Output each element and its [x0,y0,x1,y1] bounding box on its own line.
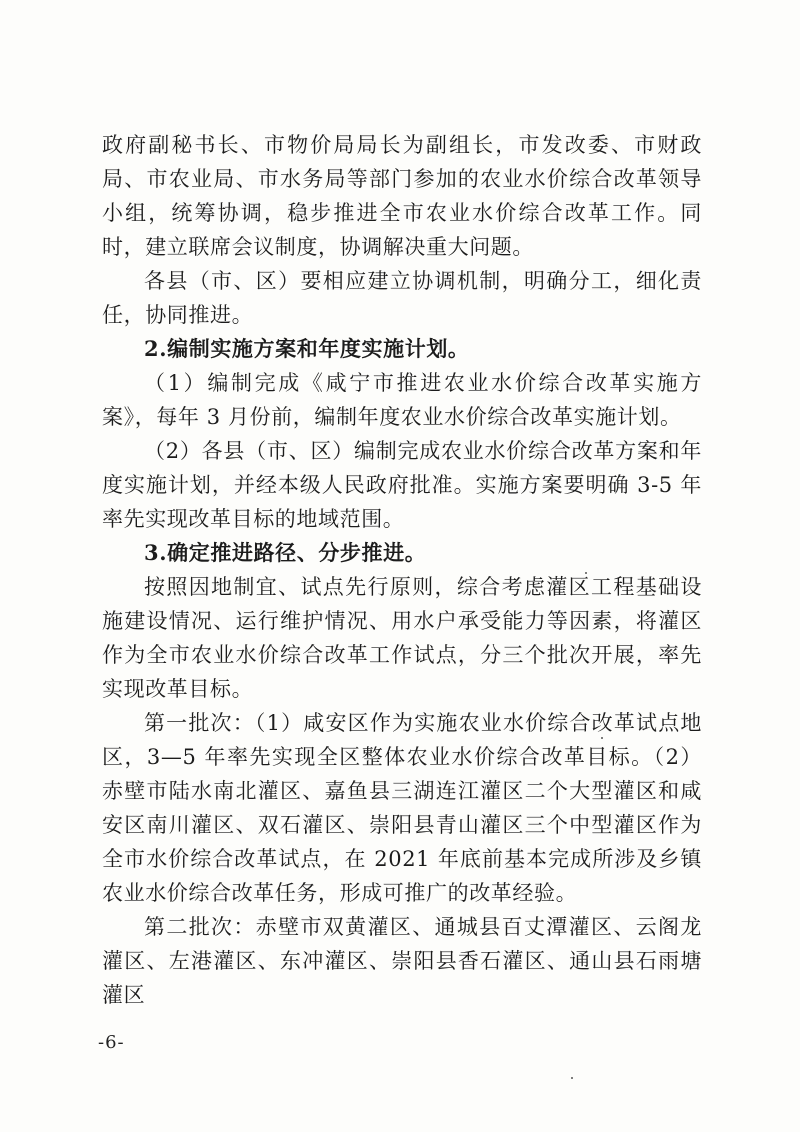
paragraph-leadership-group: 政府副秘书长、市物价局局长为副组长，市发改委、市财政局、市农业局、市水务局等部门参加的农业水价综合改革领导小组，统筹协调，稳步推进全市农业水价综合改革工作。同时，建立联席会议制度，协调解决重大问题。 [102,133,702,259]
paragraph-second-batch: 第二批次：赤壁市双黄灌区、通城县百丈潭灌区、云阁龙灌区、左港灌区、东冲灌区、崇阳县香石灌区、通山县石雨塘灌区 [102,915,702,1007]
paragraph-pilot-principle: 按照因地制宜、试点先行原则，综合考虑灌区工程基础设施建设情况、运行维护情况、用水户承受能力等因素，将灌区作为全市农业水价综合改革工作试点，分三个批次开展，率先实现改革目标。 [102,575,702,701]
page-number: -6- [98,1032,125,1053]
scan-speck [601,737,603,739]
paragraph-first-batch: 第一批次：（1）咸安区作为实施农业水价综合改革试点地区，3—5 年率先实现全区整体农业水价综合改革目标。（2）赤壁市陆水南北灌区、嘉鱼县三湖连江灌区二个大型灌区和咸安区南川灌区、双石灌区、崇阳县青山灌区三个中型灌区作为全市水价综合改革试点，在 2021 年底前基本完成所涉及乡镇农业水价综合改革任务，形成可推广的改革经验。 [102,711,702,905]
heading-implementation-plan: 2.编制实施方案和年度实施计划。 [144,336,470,361]
heading-promotion-path: 3.确定推进路径、分步推进。 [144,540,427,565]
paragraph-plan-item-1: （1）编制完成《咸宁市推进农业水价综合改革实施方案》，每年 3 月份前，编制年度农业水价综合改革实施计划。 [102,371,702,429]
scan-speck [585,572,587,574]
document-body [102,128,702,1012]
paragraph-county-coordination: 各县（市、区）要相应建立协调机制，明确分工，细化责任，协同推进。 [102,269,702,327]
scan-speck [571,1077,573,1079]
paragraph-plan-item-2: （2）各县（市、区）编制完成农业水价综合改革方案和年度实施计划，并经本级人民政府批准。实施方案要明确 3-5 年率先实现改革目标的地域范围。 [102,439,702,531]
